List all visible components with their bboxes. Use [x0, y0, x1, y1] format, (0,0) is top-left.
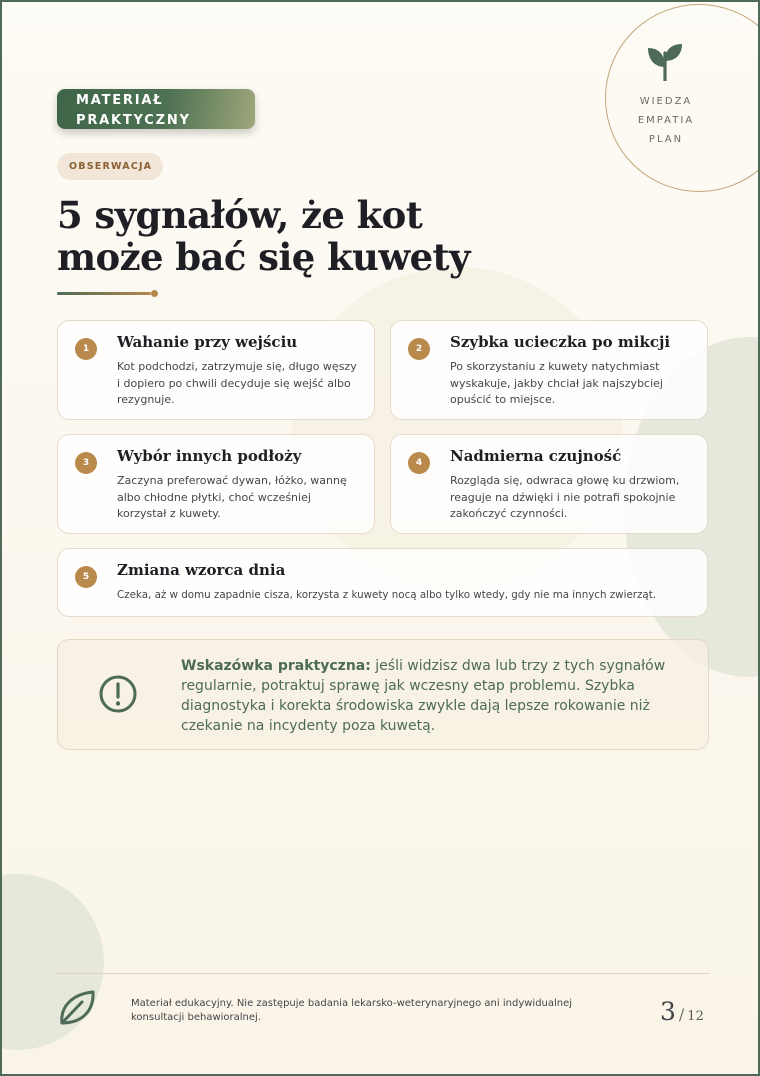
signal-body: Po skorzystaniu z kuwety natychmiast wyskakuje, jakby chciał jak najszybciej opuścić to miejsce. [450, 360, 663, 406]
signal-title: Zmiana wzorca dnia [117, 561, 286, 579]
material-tag [57, 89, 255, 129]
signal-body: Kot podchodzi, zatrzymuje się, długo węszy i dopiero po chwili decyduje się wejść albo rezygnuje. [117, 360, 357, 406]
signal-title: Wybór innych podłoży [117, 447, 302, 465]
sprout-icon [646, 41, 684, 81]
signal-number: 5 [75, 566, 97, 588]
material-tag-label: MATERIAŁ PRAKTYCZNY [76, 93, 191, 128]
signal-number: 2 [408, 338, 430, 360]
category-pill [57, 153, 163, 180]
title-underline-dot [151, 290, 158, 297]
signal-title: Szybka ucieczka po mikcji [450, 333, 671, 351]
practical-tip-label: Wskazówka praktyczna: [181, 658, 371, 674]
footer-disclaimer: Materiał edukacyjny. Nie zastępuje badania lekarsko-weterynaryjnego ani indywidualnej konsultacji behawioralnej. [131, 998, 573, 1023]
exclamation-circle-icon [98, 674, 138, 714]
signal-card [390, 434, 708, 534]
seal-word: WIEDZA [639, 96, 693, 107]
category-label: OBSERWACJA [69, 161, 153, 172]
signal-card [390, 320, 708, 420]
background-blob [292, 267, 622, 587]
footer-divider [54, 973, 710, 974]
signal-body: Czeka, aż w domu zapadnie cisza, korzysta z kuwety nocą albo tylko wtedy, gdy nie ma innych zwierząt. [117, 589, 657, 601]
page-total: 12 [687, 1009, 704, 1024]
signal-title: Wahanie przy wejściu [117, 333, 298, 351]
signal-body: Zaczyna preferować dywan, łóżko, wannę albo chłodne płytki, choć wcześniej korzystał z kuwety. [117, 474, 347, 520]
practical-tip-box [57, 639, 709, 750]
page-title: 5 sygnałów, że kot może bać się kuwety [57, 193, 470, 279]
page-separator: / [678, 1005, 685, 1024]
page-current: 3 [660, 997, 676, 1026]
signal-number: 1 [75, 338, 97, 360]
seal-word: EMPATIA [637, 115, 695, 126]
signal-card [57, 320, 375, 420]
seal-word: PLAN [648, 134, 684, 145]
title-underline [57, 292, 151, 295]
signal-body: Rozgląda się, odwraca głowę ku drzwiom, reaguje na dźwięki i nie potrafi spokojnie zakończyć czynności. [450, 474, 680, 520]
leaf-icon [58, 989, 96, 1027]
practical-tip-text: Wskazówka praktyczna: jeśli widzisz dwa lub trzy z tych sygnałów regularnie, potraktuj sprawę jak wczesny etap problemu. Szybka diagnostyka i korekta środowiska zwykle dają lepsze rokowanie niż czekanie na incydenty poza kuwetą. [181, 658, 666, 734]
signal-number: 4 [408, 452, 430, 474]
page-number [660, 997, 704, 1026]
signal-card [57, 548, 708, 617]
signal-number: 3 [75, 452, 97, 474]
signal-card [57, 434, 375, 534]
seal-badge [605, 4, 760, 192]
signal-title: Nadmierna czujność [450, 447, 622, 465]
